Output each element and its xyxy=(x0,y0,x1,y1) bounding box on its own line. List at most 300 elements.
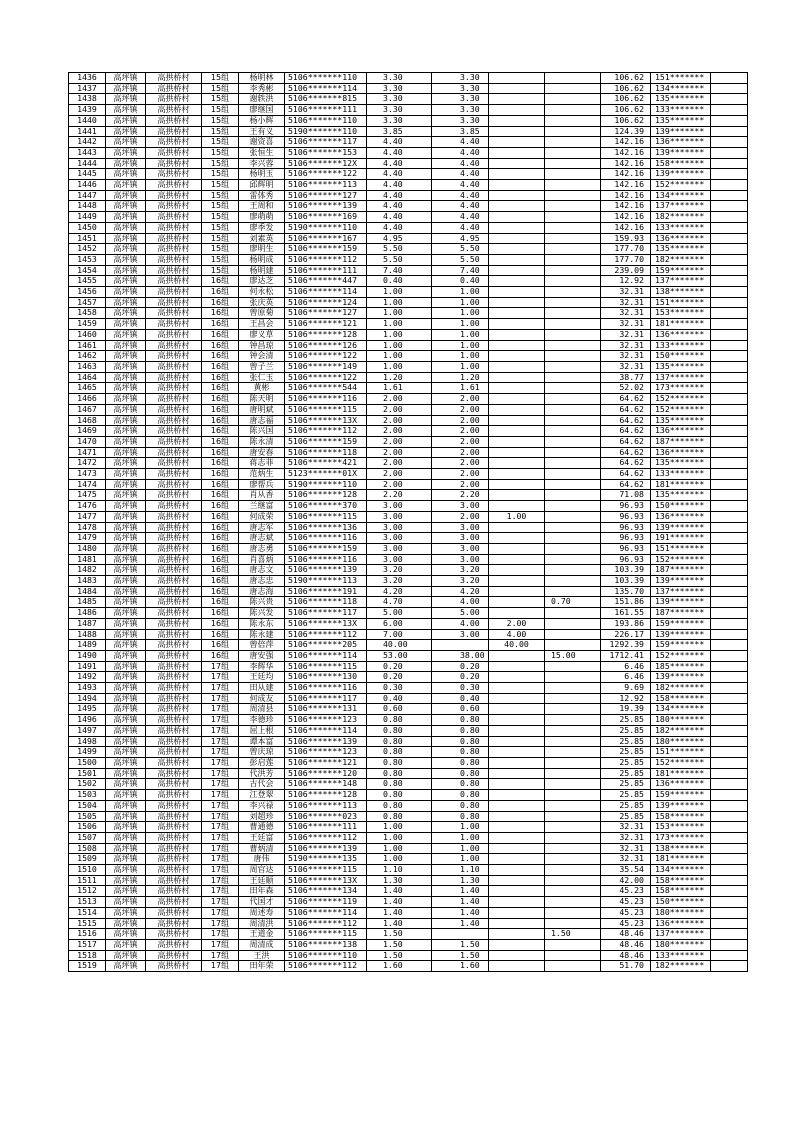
area-cell-1: 1.60 xyxy=(432,961,489,972)
town-cell: 高坪镇 xyxy=(106,736,146,747)
village-cell: 高拱桥村 xyxy=(146,704,202,715)
total-area-cell: 5.00 xyxy=(367,608,432,619)
area-cell-2 xyxy=(489,779,545,790)
empty-cell xyxy=(711,790,748,801)
id-number-cell: 5106*******111 xyxy=(285,265,367,276)
table-row xyxy=(69,736,748,747)
phone-cell: 151******* xyxy=(651,543,711,554)
phone-cell: 152******* xyxy=(651,394,711,405)
row-index: 1450 xyxy=(69,222,106,233)
phone-cell: 133******* xyxy=(651,222,711,233)
village-cell: 高拱桥村 xyxy=(146,725,202,736)
empty-cell xyxy=(711,768,748,779)
amount-cell: 142.16 xyxy=(601,212,651,223)
area-cell-3 xyxy=(545,105,601,116)
total-area-cell: 40.00 xyxy=(367,640,432,651)
town-cell: 高坪镇 xyxy=(106,383,146,394)
town-cell: 高坪镇 xyxy=(106,276,146,287)
area-cell-2 xyxy=(489,608,545,619)
area-cell-1: 2.00 xyxy=(432,447,489,458)
area-cell-2 xyxy=(489,597,545,608)
phone-cell: 136******* xyxy=(651,918,711,929)
phone-cell: 136******* xyxy=(651,137,711,148)
town-cell: 高坪镇 xyxy=(106,501,146,512)
total-area-cell: 7.00 xyxy=(367,629,432,640)
group-cell: 16组 xyxy=(202,372,239,383)
empty-cell xyxy=(711,233,748,244)
amount-cell: 103.39 xyxy=(601,565,651,576)
table-row xyxy=(69,415,748,426)
name-cell: 李秀彬 xyxy=(239,83,285,94)
area-cell-3 xyxy=(545,886,601,897)
town-cell: 高坪镇 xyxy=(106,222,146,233)
total-area-cell: 3.20 xyxy=(367,565,432,576)
area-cell-1: 1.00 xyxy=(432,854,489,865)
village-cell: 高拱桥村 xyxy=(146,447,202,458)
amount-cell: 48.46 xyxy=(601,939,651,950)
area-cell-1: 1.00 xyxy=(432,287,489,298)
area-cell-1: 0.80 xyxy=(432,736,489,747)
area-cell-3 xyxy=(545,479,601,490)
name-cell: 曹炳清 xyxy=(239,843,285,854)
id-number-cell: 5106*******117 xyxy=(285,137,367,148)
area-cell-3: 15.00 xyxy=(545,650,601,661)
empty-cell xyxy=(711,469,748,480)
amount-cell: 42.00 xyxy=(601,875,651,886)
area-cell-2 xyxy=(489,715,545,726)
area-cell-3 xyxy=(545,854,601,865)
area-cell-2 xyxy=(489,790,545,801)
id-number-cell: 5106*******112 xyxy=(285,918,367,929)
village-cell: 高拱桥村 xyxy=(146,126,202,137)
group-cell: 16组 xyxy=(202,383,239,394)
row-index: 1518 xyxy=(69,950,106,961)
name-cell: 廖帮兵 xyxy=(239,479,285,490)
amount-cell: 64.62 xyxy=(601,404,651,415)
area-cell-2 xyxy=(489,747,545,758)
village-cell: 高拱桥村 xyxy=(146,105,202,116)
phone-cell: 134******* xyxy=(651,704,711,715)
row-index: 1461 xyxy=(69,340,106,351)
id-number-cell: 5106*******124 xyxy=(285,297,367,308)
id-number-cell: 5106*******447 xyxy=(285,276,367,287)
row-index: 1442 xyxy=(69,137,106,148)
area-cell-2 xyxy=(489,83,545,94)
area-cell-1: 5.50 xyxy=(432,254,489,265)
area-cell-2 xyxy=(489,340,545,351)
area-cell-2 xyxy=(489,147,545,158)
amount-cell: 106.62 xyxy=(601,94,651,105)
village-cell: 高拱桥村 xyxy=(146,875,202,886)
town-cell: 高坪镇 xyxy=(106,115,146,126)
empty-cell xyxy=(711,822,748,833)
group-cell: 15组 xyxy=(202,190,239,201)
table-row xyxy=(69,715,748,726)
group-cell: 17组 xyxy=(202,747,239,758)
total-area-cell: 4.40 xyxy=(367,212,432,223)
area-cell-3 xyxy=(545,361,601,372)
total-area-cell: 0.40 xyxy=(367,693,432,704)
group-cell: 15组 xyxy=(202,201,239,212)
row-index: 1474 xyxy=(69,479,106,490)
name-cell: 王廷顺 xyxy=(239,875,285,886)
village-cell: 高拱桥村 xyxy=(146,533,202,544)
group-cell: 15组 xyxy=(202,233,239,244)
table-row xyxy=(69,618,748,629)
phone-cell: 135******* xyxy=(651,361,711,372)
total-area-cell: 1.40 xyxy=(367,897,432,908)
name-cell: 李兴禄 xyxy=(239,800,285,811)
group-cell: 15组 xyxy=(202,244,239,255)
amount-cell: 32.31 xyxy=(601,854,651,865)
table-row xyxy=(69,469,748,480)
id-number-cell: 5106*******205 xyxy=(285,640,367,651)
total-area-cell: 1.60 xyxy=(367,961,432,972)
total-area-cell: 1.00 xyxy=(367,843,432,854)
area-cell-1: 1.00 xyxy=(432,297,489,308)
area-cell-3 xyxy=(545,554,601,565)
group-cell: 16组 xyxy=(202,426,239,437)
area-cell-3 xyxy=(545,511,601,522)
group-cell: 17组 xyxy=(202,822,239,833)
name-cell: 唐志斌 xyxy=(239,533,285,544)
table-row xyxy=(69,265,748,276)
amount-cell: 19.39 xyxy=(601,704,651,715)
area-cell-3 xyxy=(545,287,601,298)
group-cell: 15组 xyxy=(202,73,239,84)
area-cell-3 xyxy=(545,404,601,415)
phone-cell: 135******* xyxy=(651,415,711,426)
total-area-cell: 1.00 xyxy=(367,319,432,330)
area-cell-2 xyxy=(489,918,545,929)
phone-cell: 187******* xyxy=(651,565,711,576)
total-area-cell: 0.80 xyxy=(367,715,432,726)
village-cell: 高拱桥村 xyxy=(146,822,202,833)
name-cell: 范炳生 xyxy=(239,469,285,480)
area-cell-1: 1.10 xyxy=(432,865,489,876)
empty-cell xyxy=(711,865,748,876)
town-cell: 高坪镇 xyxy=(106,554,146,565)
phone-cell: 159******* xyxy=(651,790,711,801)
row-index: 1455 xyxy=(69,276,106,287)
id-number-cell: 5106*******121 xyxy=(285,319,367,330)
area-cell-1: 1.00 xyxy=(432,832,489,843)
area-cell-1: 4.95 xyxy=(432,233,489,244)
area-cell-2 xyxy=(489,822,545,833)
row-index: 1515 xyxy=(69,918,106,929)
id-number-cell: 5106*******112 xyxy=(285,961,367,972)
name-cell: 肖从香 xyxy=(239,490,285,501)
id-number-cell: 5106*******159 xyxy=(285,244,367,255)
name-cell: 周清县 xyxy=(239,704,285,715)
id-number-cell: 5106*******148 xyxy=(285,779,367,790)
town-cell: 高坪镇 xyxy=(106,458,146,469)
total-area-cell: 3.85 xyxy=(367,126,432,137)
area-cell-3 xyxy=(545,576,601,587)
phone-cell: 187******* xyxy=(651,436,711,447)
empty-cell xyxy=(711,287,748,298)
name-cell: 黄彬 xyxy=(239,383,285,394)
village-cell: 高拱桥村 xyxy=(146,115,202,126)
group-cell: 17组 xyxy=(202,843,239,854)
id-number-cell: 5106*******115 xyxy=(285,865,367,876)
area-cell-3 xyxy=(545,233,601,244)
row-index: 1454 xyxy=(69,265,106,276)
village-cell: 高拱桥村 xyxy=(146,158,202,169)
name-cell: 杨明玉 xyxy=(239,169,285,180)
group-cell: 15组 xyxy=(202,265,239,276)
area-cell-1: 0.40 xyxy=(432,693,489,704)
area-cell-3 xyxy=(545,297,601,308)
town-cell: 高坪镇 xyxy=(106,586,146,597)
name-cell: 陈天明 xyxy=(239,394,285,405)
table-row xyxy=(69,704,748,715)
name-cell: 陈永东 xyxy=(239,618,285,629)
amount-cell: 32.31 xyxy=(601,351,651,362)
village-cell: 高拱桥村 xyxy=(146,843,202,854)
empty-cell xyxy=(711,329,748,340)
area-cell-3 xyxy=(545,394,601,405)
id-number-cell: 5190*******110 xyxy=(285,479,367,490)
row-index: 1494 xyxy=(69,693,106,704)
row-index: 1504 xyxy=(69,800,106,811)
total-area-cell: 2.00 xyxy=(367,479,432,490)
amount-cell: 51.70 xyxy=(601,961,651,972)
name-cell: 何成友 xyxy=(239,693,285,704)
row-index: 1490 xyxy=(69,650,106,661)
amount-cell: 142.16 xyxy=(601,147,651,158)
row-index: 1505 xyxy=(69,811,106,822)
table-row xyxy=(69,340,748,351)
area-cell-1: 1.61 xyxy=(432,383,489,394)
phone-cell: 139******* xyxy=(651,800,711,811)
amount-cell: 12.92 xyxy=(601,276,651,287)
table-row xyxy=(69,233,748,244)
id-number-cell: 5106*******159 xyxy=(285,543,367,554)
area-cell-2 xyxy=(489,180,545,191)
id-number-cell: 5106*******110 xyxy=(285,115,367,126)
id-number-cell: 5106*******134 xyxy=(285,886,367,897)
area-cell-3 xyxy=(545,832,601,843)
row-index: 1446 xyxy=(69,180,106,191)
empty-cell xyxy=(711,351,748,362)
town-cell: 高坪镇 xyxy=(106,351,146,362)
amount-cell: 25.85 xyxy=(601,725,651,736)
area-cell-2 xyxy=(489,319,545,330)
village-cell: 高拱桥村 xyxy=(146,394,202,405)
table-row xyxy=(69,683,748,694)
amount-cell: 12.92 xyxy=(601,693,651,704)
empty-cell xyxy=(711,436,748,447)
village-cell: 高拱桥村 xyxy=(146,340,202,351)
id-number-cell: 5190*******110 xyxy=(285,222,367,233)
amount-cell: 96.93 xyxy=(601,511,651,522)
table-row xyxy=(69,351,748,362)
table-row xyxy=(69,329,748,340)
area-cell-1: 1.20 xyxy=(432,372,489,383)
table-row xyxy=(69,886,748,897)
town-cell: 高坪镇 xyxy=(106,800,146,811)
group-cell: 17组 xyxy=(202,715,239,726)
name-cell: 廖达芝 xyxy=(239,276,285,287)
area-cell-1: 1.40 xyxy=(432,907,489,918)
area-cell-3 xyxy=(545,447,601,458)
area-cell-3 xyxy=(545,704,601,715)
area-cell-3 xyxy=(545,693,601,704)
town-cell: 高坪镇 xyxy=(106,704,146,715)
empty-cell xyxy=(711,222,748,233)
empty-cell xyxy=(711,950,748,961)
empty-cell xyxy=(711,404,748,415)
amount-cell: 142.16 xyxy=(601,190,651,201)
empty-cell xyxy=(711,875,748,886)
area-cell-2 xyxy=(489,768,545,779)
area-cell-1: 3.85 xyxy=(432,126,489,137)
area-cell-1: 4.40 xyxy=(432,158,489,169)
row-index: 1496 xyxy=(69,715,106,726)
area-cell-2 xyxy=(489,372,545,383)
village-cell: 高拱桥村 xyxy=(146,147,202,158)
name-cell: 田年森 xyxy=(239,886,285,897)
id-number-cell: 5106*******136 xyxy=(285,522,367,533)
group-cell: 15组 xyxy=(202,137,239,148)
table-row xyxy=(69,147,748,158)
village-cell: 高拱桥村 xyxy=(146,287,202,298)
phone-cell: 152******* xyxy=(651,758,711,769)
phone-cell: 133******* xyxy=(651,105,711,116)
phone-cell: 135******* xyxy=(651,490,711,501)
group-cell: 16组 xyxy=(202,458,239,469)
amount-cell: 151.86 xyxy=(601,597,651,608)
area-cell-3 xyxy=(545,126,601,137)
area-cell-2 xyxy=(489,490,545,501)
total-area-cell: 4.40 xyxy=(367,222,432,233)
subsidy-table xyxy=(68,72,748,972)
name-cell: 王廷均 xyxy=(239,672,285,683)
area-cell-3 xyxy=(545,115,601,126)
village-cell: 高拱桥村 xyxy=(146,650,202,661)
table-row xyxy=(69,725,748,736)
phone-cell: 187******* xyxy=(651,608,711,619)
empty-cell xyxy=(711,212,748,223)
name-cell: 陈兴发 xyxy=(239,608,285,619)
area-cell-3: 0.70 xyxy=(545,597,601,608)
empty-cell xyxy=(711,586,748,597)
village-cell: 高拱桥村 xyxy=(146,436,202,447)
area-cell-2 xyxy=(489,394,545,405)
name-cell: 肖喜炳 xyxy=(239,554,285,565)
amount-cell: 64.62 xyxy=(601,394,651,405)
empty-cell xyxy=(711,650,748,661)
id-number-cell: 5106*******131 xyxy=(285,704,367,715)
name-cell: 唐安强 xyxy=(239,650,285,661)
total-area-cell: 0.30 xyxy=(367,683,432,694)
name-cell: 周清洪 xyxy=(239,918,285,929)
area-cell-1: 3.20 xyxy=(432,576,489,587)
group-cell: 17组 xyxy=(202,886,239,897)
amount-cell: 32.31 xyxy=(601,287,651,298)
area-cell-1: 2.00 xyxy=(432,404,489,415)
area-cell-3 xyxy=(545,469,601,480)
row-index: 1501 xyxy=(69,768,106,779)
town-cell: 高坪镇 xyxy=(106,479,146,490)
area-cell-3 xyxy=(545,329,601,340)
area-cell-3 xyxy=(545,340,601,351)
row-index: 1499 xyxy=(69,747,106,758)
name-cell: 陈兴贵 xyxy=(239,597,285,608)
group-cell: 17组 xyxy=(202,897,239,908)
phone-cell: 153******* xyxy=(651,822,711,833)
town-cell: 高坪镇 xyxy=(106,340,146,351)
group-cell: 15组 xyxy=(202,180,239,191)
row-index: 1452 xyxy=(69,244,106,255)
area-cell-1: 1.50 xyxy=(432,939,489,950)
total-area-cell: 0.20 xyxy=(367,661,432,672)
id-number-cell: 5106*******112 xyxy=(285,426,367,437)
row-index: 1512 xyxy=(69,886,106,897)
town-cell: 高坪镇 xyxy=(106,608,146,619)
group-cell: 17组 xyxy=(202,768,239,779)
area-cell-1: 0.80 xyxy=(432,779,489,790)
row-index: 1468 xyxy=(69,415,106,426)
id-number-cell: 5106*******023 xyxy=(285,811,367,822)
town-cell: 高坪镇 xyxy=(106,394,146,405)
area-cell-3 xyxy=(545,436,601,447)
town-cell: 高坪镇 xyxy=(106,137,146,148)
total-area-cell: 1.30 xyxy=(367,875,432,886)
table-row xyxy=(69,137,748,148)
town-cell: 高坪镇 xyxy=(106,190,146,201)
name-cell: 唐志军 xyxy=(239,522,285,533)
area-cell-2 xyxy=(489,351,545,362)
amount-cell: 124.39 xyxy=(601,126,651,137)
empty-cell xyxy=(711,725,748,736)
amount-cell: 159.93 xyxy=(601,233,651,244)
id-number-cell: 5106*******169 xyxy=(285,212,367,223)
name-cell: 李辉华 xyxy=(239,661,285,672)
town-cell: 高坪镇 xyxy=(106,832,146,843)
id-number-cell: 5106*******127 xyxy=(285,308,367,319)
area-cell-2 xyxy=(489,94,545,105)
empty-cell xyxy=(711,715,748,726)
area-cell-1: 2.00 xyxy=(432,479,489,490)
area-cell-1: 1.00 xyxy=(432,340,489,351)
id-number-cell: 5190*******110 xyxy=(285,126,367,137)
group-cell: 17组 xyxy=(202,661,239,672)
area-cell-3 xyxy=(545,736,601,747)
group-cell: 16组 xyxy=(202,565,239,576)
area-cell-1: 0.80 xyxy=(432,715,489,726)
area-cell-1: 1.00 xyxy=(432,319,489,330)
phone-cell: 150******* xyxy=(651,501,711,512)
area-cell-1: 4.00 xyxy=(432,618,489,629)
row-index: 1480 xyxy=(69,543,106,554)
area-cell-1: 7.40 xyxy=(432,265,489,276)
empty-cell xyxy=(711,779,748,790)
area-cell-2 xyxy=(489,661,545,672)
area-cell-2 xyxy=(489,672,545,683)
id-number-cell: 5106*******123 xyxy=(285,715,367,726)
empty-cell xyxy=(711,800,748,811)
area-cell-1: 1.40 xyxy=(432,918,489,929)
area-cell-3 xyxy=(545,319,601,330)
name-cell: 屈上根 xyxy=(239,725,285,736)
area-cell-3 xyxy=(545,137,601,148)
empty-cell xyxy=(711,276,748,287)
table-row xyxy=(69,650,748,661)
empty-cell xyxy=(711,533,748,544)
id-number-cell: 5106*******118 xyxy=(285,597,367,608)
